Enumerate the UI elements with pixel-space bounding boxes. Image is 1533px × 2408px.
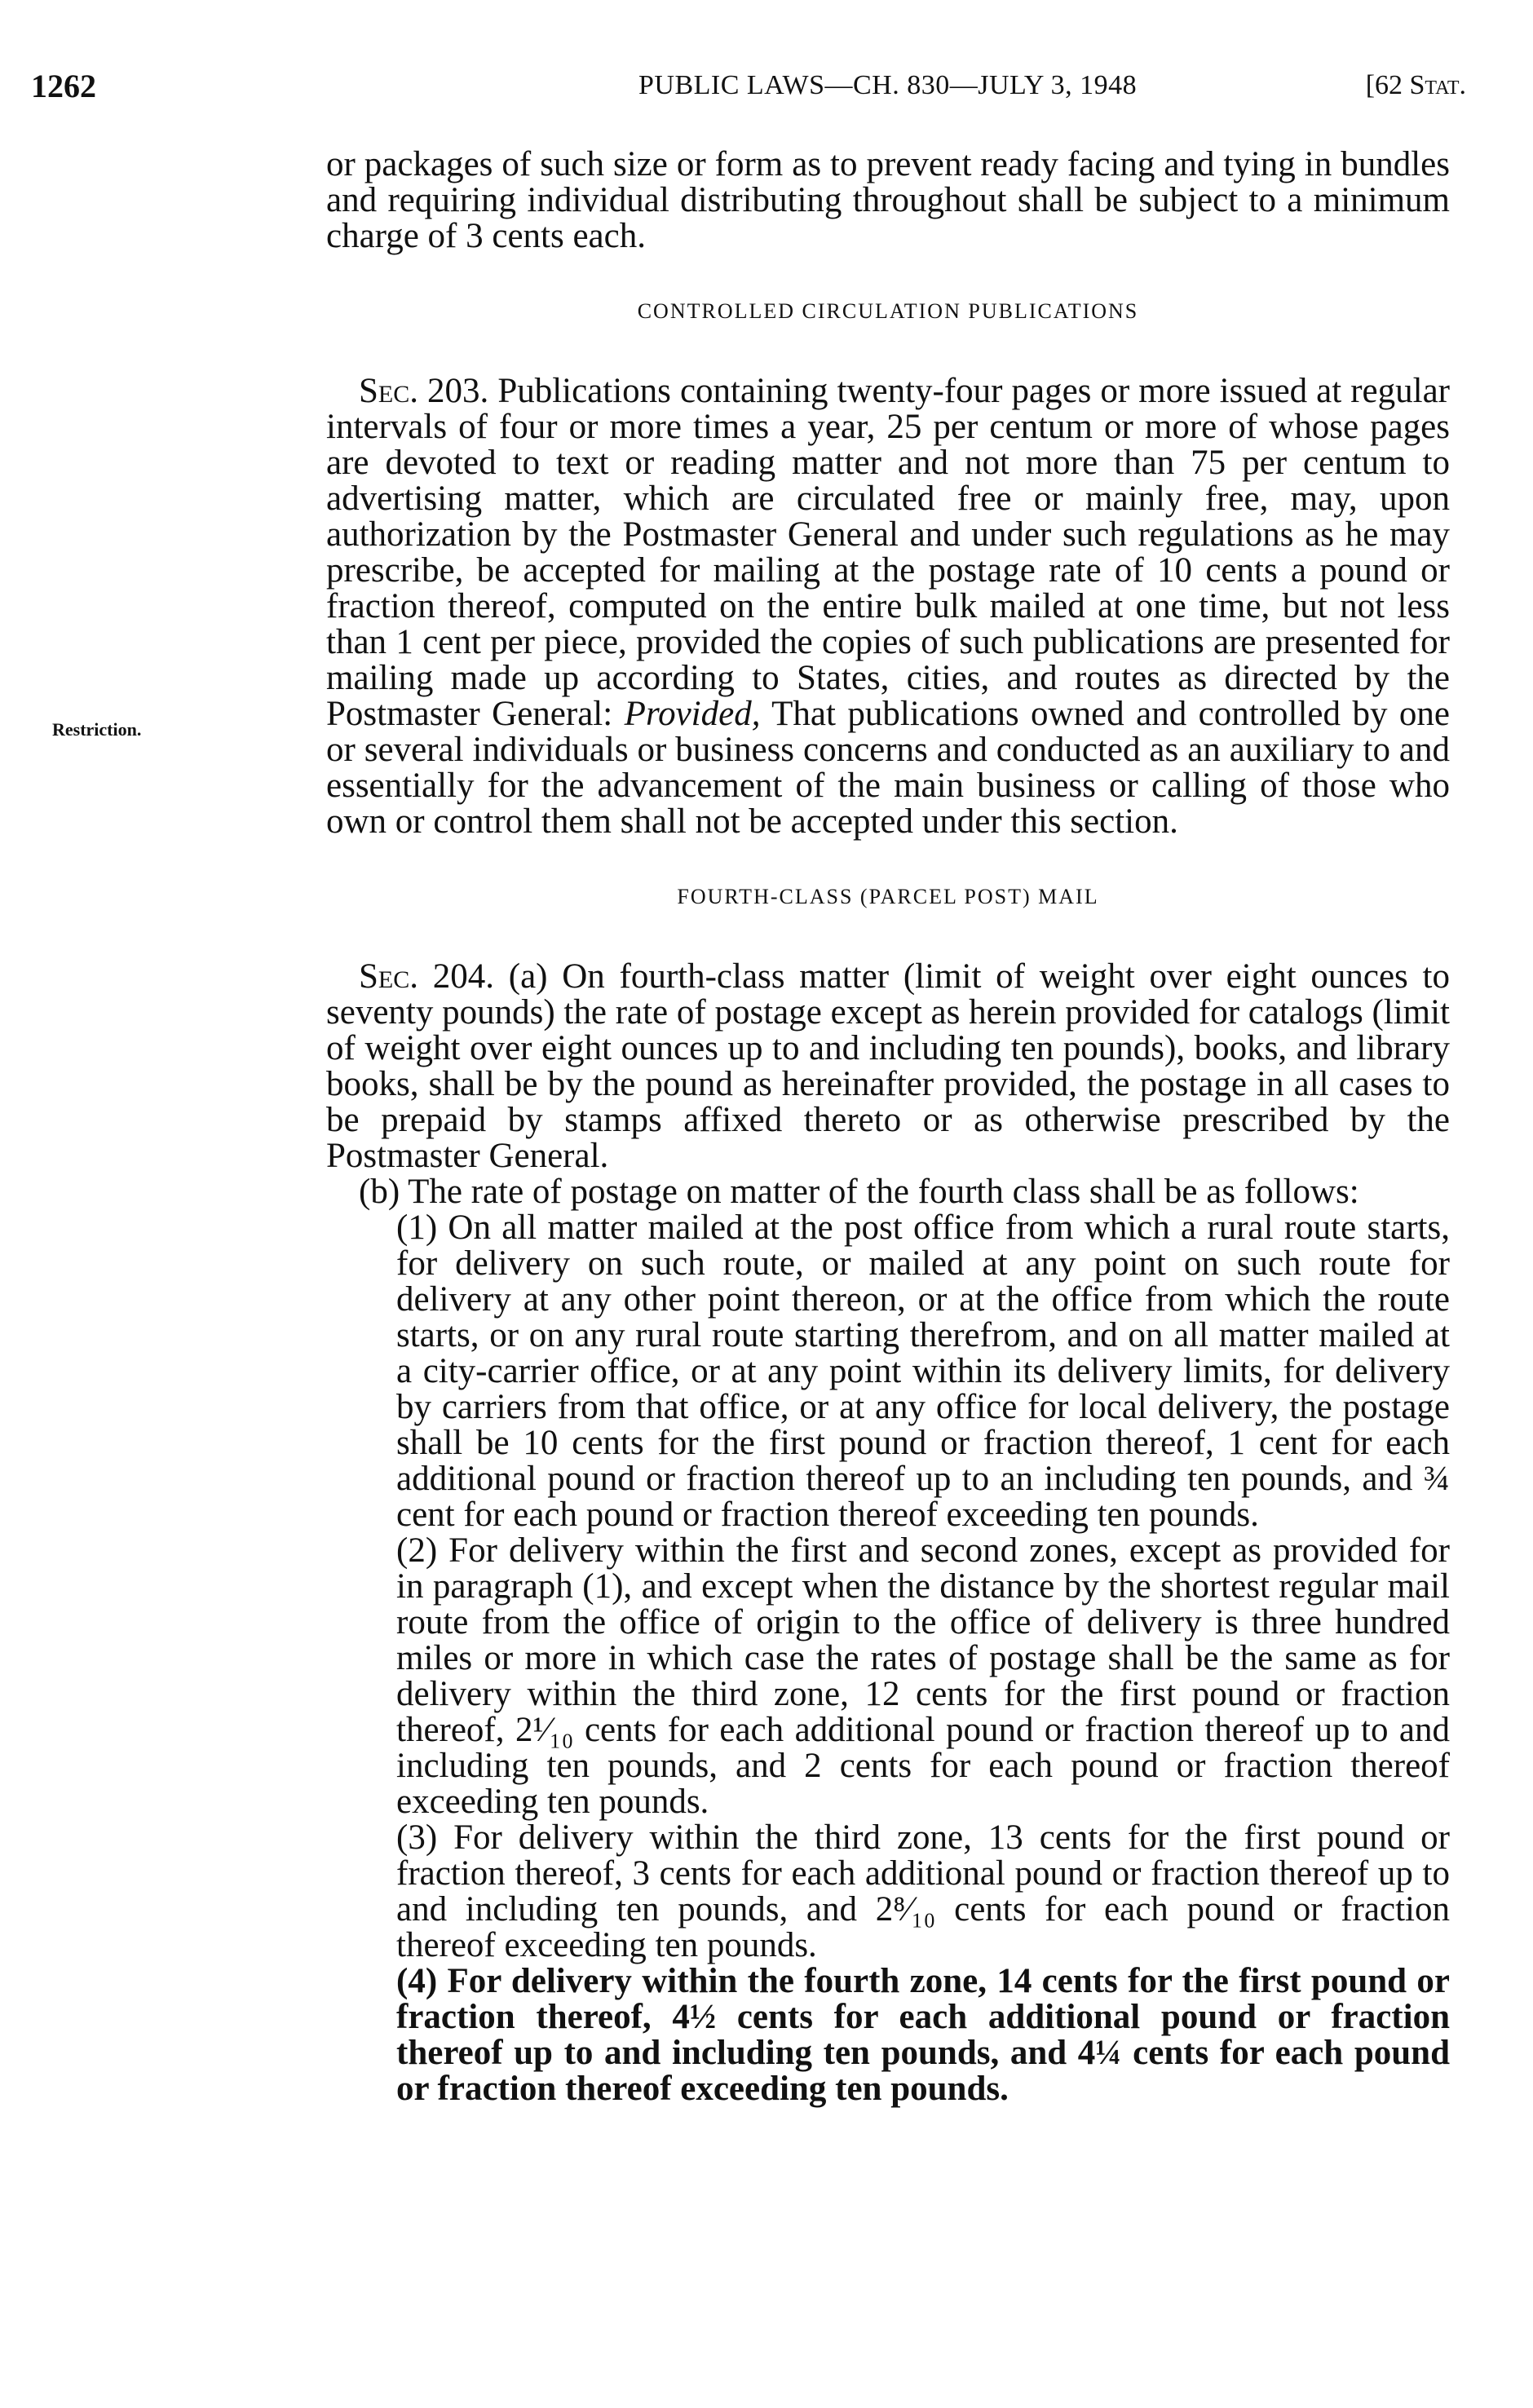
running-title: PUBLIC LAWS—CH. 830—JULY 3, 1948 [638,70,1138,100]
opening-paragraph: or packages of such size or form as to prevent ready facing and tying in bundles and requiring individual distributing throughout shall be subject to a minimum charge of 3 cents each. [326,145,1450,255]
heading-fourth-class: FOURTH-CLASS (PARCEL POST) MAIL [677,885,1099,908]
heading-controlled-circulation: CONTROLLED CIRCULATION PUBLICATIONS [637,299,1139,323]
page-number: 1262 [31,68,96,104]
body-text [326,147,1450,2107]
section-204-a-text: (a) On fourth-class matter (limit of weight over eight ounces to seventy pounds) the rate of postage except as herein provided for catalogs (limit of weight over eight ounces up to and including ten pounds), books, and library books, shall be by the pound as hereinafter provided, the postage in all cases to be prepaid by stamps affixed thereto or as otherwise prescribed by the Postmaster General. [326,957,1450,1175]
page-header [31,67,1466,116]
paragraph-1: (1) On all matter mailed at the post office from which a rural route starts, for delivery on such route, or mailed at any point on such route for delivery at any other point thereon, or at the office from which the route starts, or on any rural route starting therefrom, and on all matter mailed at a city-carrier office, or at any point within its delivery limits, for delivery by carriers from that office, or at any office for local delivery, the postage shall be 10 cents for the first pound or fraction thereof, 1 cent for each additional pound or fraction thereof up to an including ten pounds, and ¾ cent for each pound or fraction thereof exceeding ten pounds. [396,1208,1450,1534]
section-204-b: (b) The rate of postage on matter of the fourth class shall be as follows: [359,1173,1359,1211]
section-203-proviso: Provided, [624,695,761,733]
paragraph-3: (3) For delivery within the third zone, 13 cents for the first pound or fraction thereof, 3 cents for each additional pound or fraction thereof up to and including ten pounds, and 2⁸⁄₁₀ cents for each pound or fraction thereof exceeding ten pounds. [396,1818,1450,1964]
section-203 [326,373,1450,840]
section-204-label: Sec. 204. [359,957,494,996]
section-203-text-b: That publications owned and controlled by one or several individuals or business concerns and conducted as an auxiliary to and essentially for the advancement of the main business or calling of those who own or control them shall not be accepted under this section. [326,695,1451,841]
section-204-a [326,959,1450,1174]
section-203-text-a: Publications containing twenty-four pages or more issued at regular intervals of four or more times a year, 25 per centum or more of whose pages are devoted to text or reading matter and not more than 75 per centum to advertising matter, which are circulated free or mainly free, may, upon authorization by the Postmaster General and under such regulations as he may prescribe, be accepted for mailing at the postage rate of 10 cents a pound or fraction thereof, computed on the entire bulk mailed at one time, but not less than 1 cent per piece, provided the copies of such publications are presented for mailing made up according to States, cities, and routes as directed by the Postmaster General: [326,372,1450,733]
margin-note-restriction: Restriction. [52,719,142,740]
paragraph-2: (2) For delivery within the first and second zones, except as provided for in paragraph (1), and except when the distance by the shortest regular mail route from the office of origin to the office of delivery is three hundred miles or more in which case the rates of postage shall be the same as for delivery within the third zone, 12 cents for the first pound or fraction thereof, 2¹⁄₁₀ cents for each additional pound or fraction thereof up to and including ten pounds, and 2 cents for each pound or fraction thereof exceeding ten pounds. [396,1531,1450,1821]
statute-reference: [62 Stat. [1365,70,1466,100]
paragraph-4: (4) For delivery within the fourth zone, 14 cents for the first pound or fraction thereof, 4½ cents for each additional pound or fraction thereof up to and including ten pounds, and 4¼ cents for each pound or fraction thereof exceeding ten pounds. [396,1962,1450,2108]
section-203-label: Sec. 203. [359,372,489,410]
